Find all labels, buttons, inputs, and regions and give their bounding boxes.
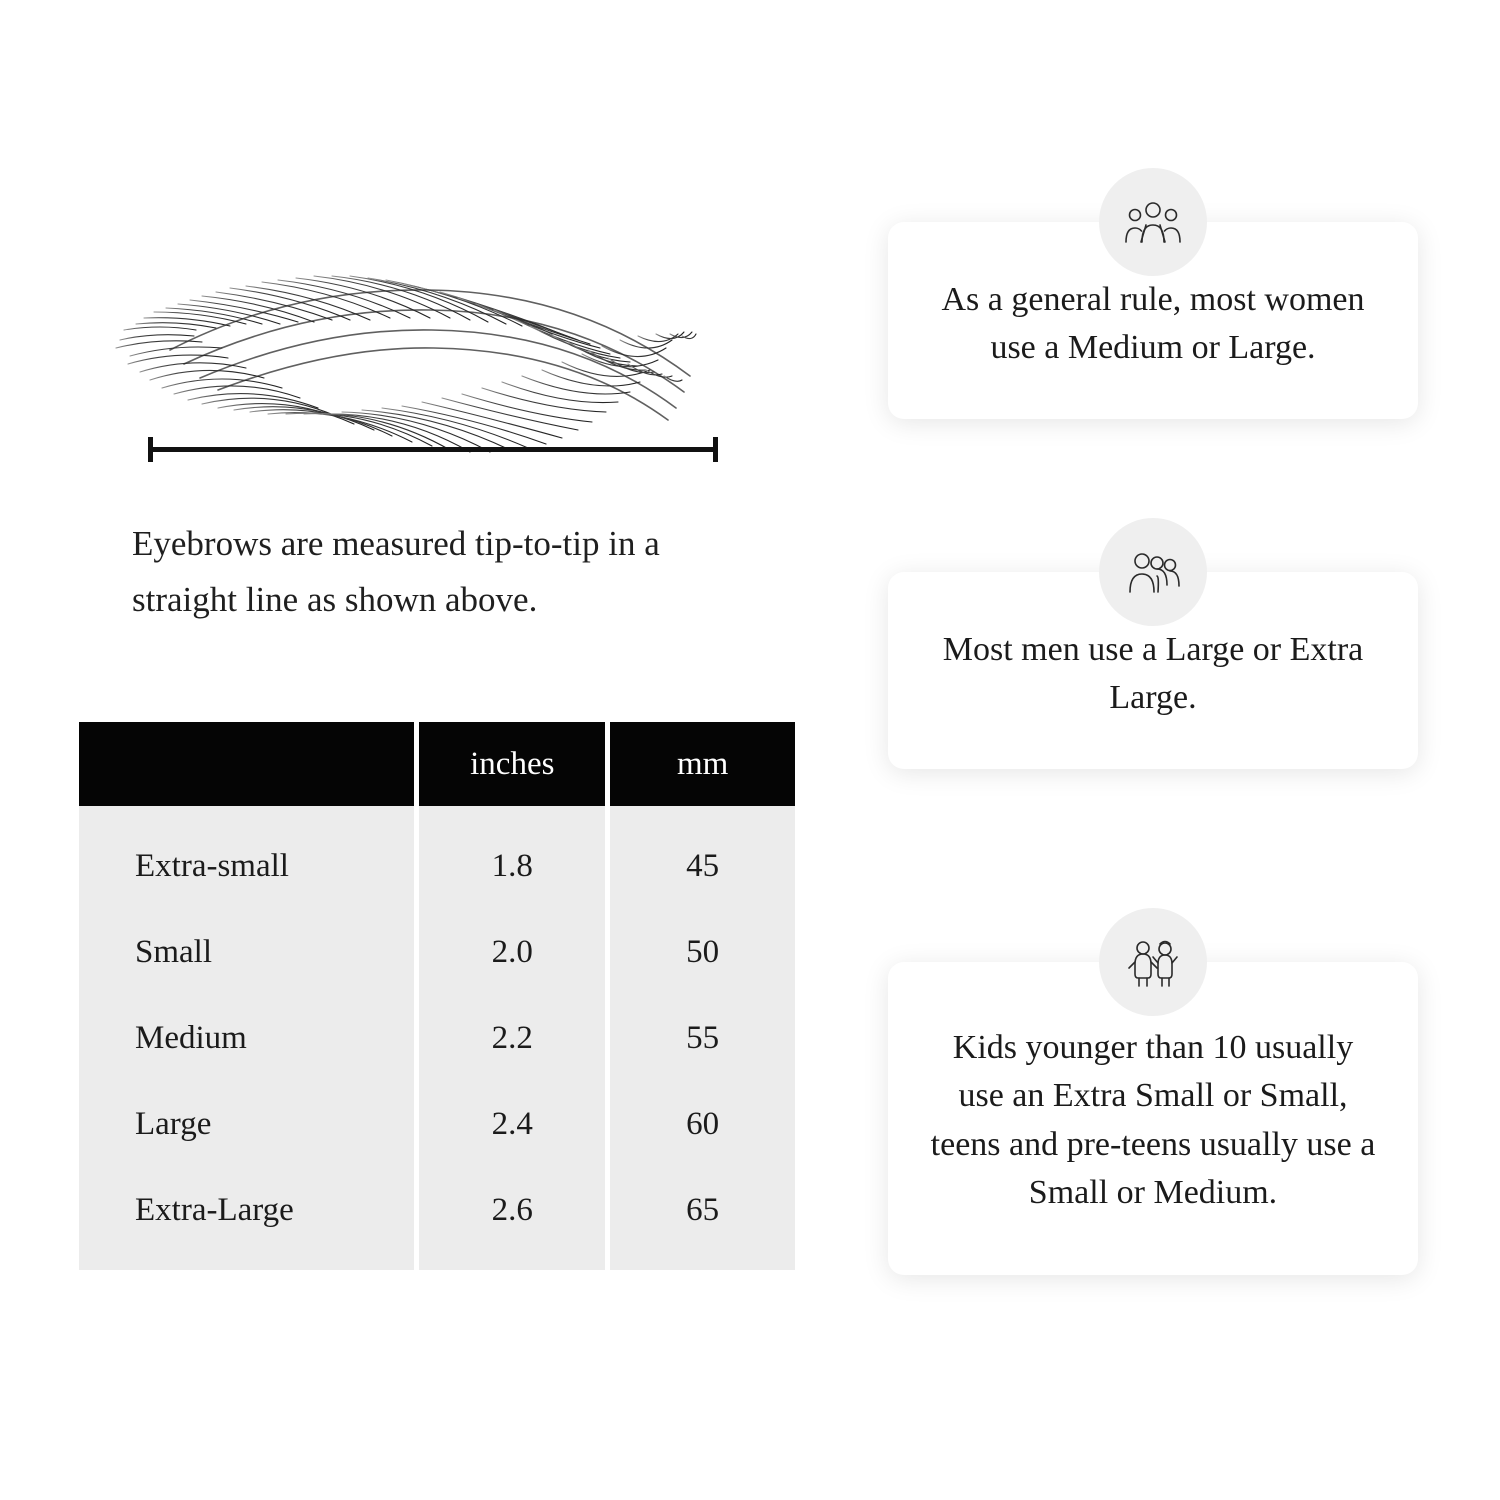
size-table-head (79, 722, 795, 806)
measurement-ruler (148, 437, 718, 461)
note-text: Kids younger than 10 usually use an Extra Small or Small, teens and pre-teens usually use a Small or Medium. (930, 1029, 1376, 1211)
note-card-men (888, 572, 1418, 769)
cell-mm: 60 (610, 1081, 795, 1167)
measurement-caption: Eyebrows are measured tip-to-tip in a straight line as shown above. (132, 524, 660, 619)
cell-inches: 2.0 (419, 909, 605, 995)
cell-inches: 2.4 (419, 1081, 605, 1167)
cell-size-name: Large (79, 1081, 414, 1167)
kids-icon (1099, 908, 1207, 1016)
cell-inches: 2.2 (419, 995, 605, 1081)
cell-mm: 45 (610, 806, 795, 909)
cell-size-name: Extra-small (79, 806, 414, 909)
cell-mm: 55 (610, 995, 795, 1081)
table-header-row (79, 722, 795, 806)
ruler-line (148, 447, 718, 452)
right-column (820, 0, 1500, 1500)
note-card-kids (888, 962, 1418, 1275)
header-inches: inches (419, 722, 605, 806)
note-text: As a general rule, most women use a Medium or Large. (941, 281, 1365, 367)
men-group-icon (1099, 518, 1207, 626)
table-row (79, 909, 795, 995)
size-table-body (79, 806, 795, 1270)
table-row (79, 1081, 795, 1167)
cell-size-name: Medium (79, 995, 414, 1081)
cell-size-name: Extra-Large (79, 1167, 414, 1270)
table-row (79, 995, 795, 1081)
cell-mm: 50 (610, 909, 795, 995)
cell-inches: 2.6 (419, 1167, 605, 1270)
note-card-women (888, 222, 1418, 419)
table-row (79, 1167, 795, 1270)
ruler-end-cap-right (713, 437, 718, 462)
header-mm: mm (610, 722, 795, 806)
cell-mm: 65 (610, 1167, 795, 1270)
women-group-icon (1099, 168, 1207, 276)
table-row (79, 806, 795, 909)
header-size (79, 722, 414, 806)
size-table (74, 722, 800, 1270)
eyebrow-illustration (110, 230, 750, 470)
cell-inches: 1.8 (419, 806, 605, 909)
cell-size-name: Small (79, 909, 414, 995)
note-text: Most men use a Large or Extra Large. (942, 631, 1364, 717)
